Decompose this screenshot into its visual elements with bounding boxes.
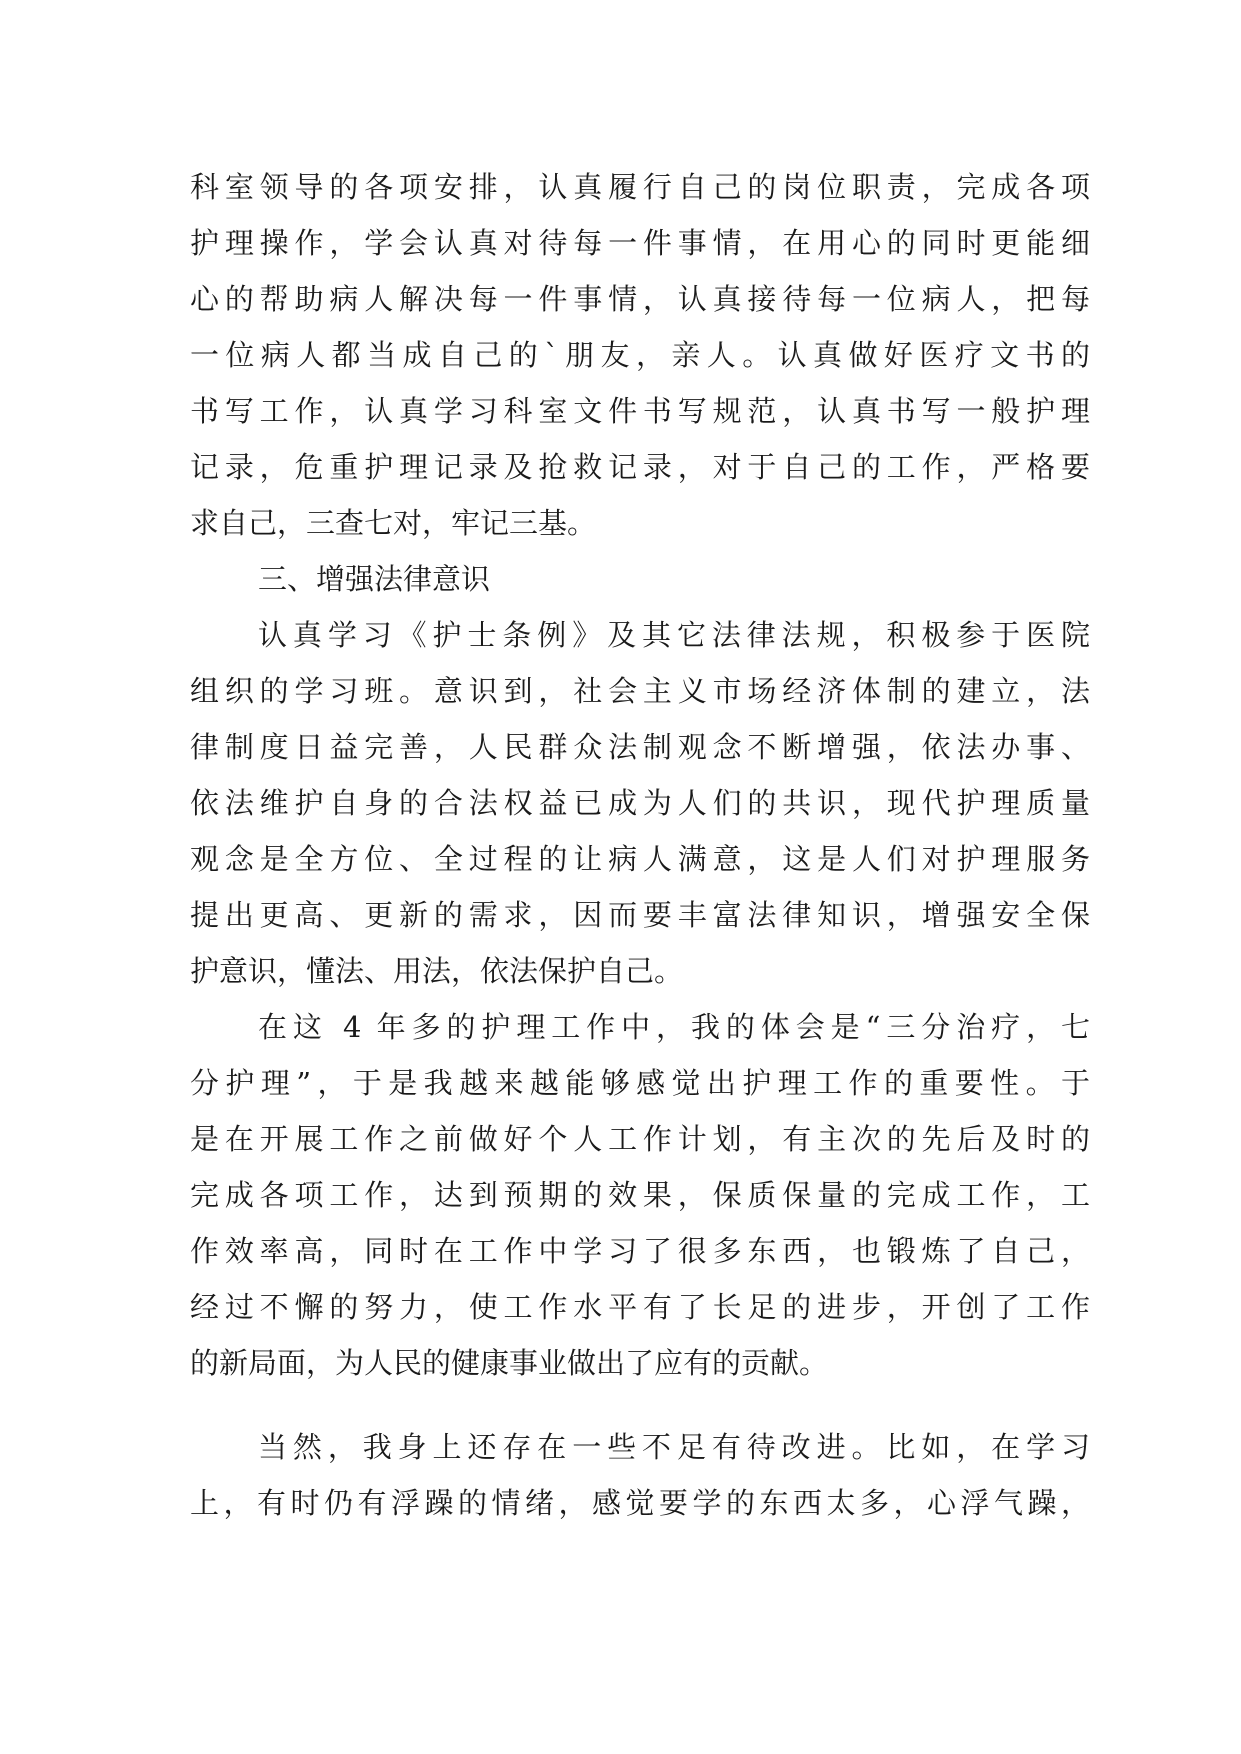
text-line: 完成各项工作，达到预期的效果，保质保量的完成工作，工	[190, 1178, 1090, 1212]
text-line: 观念是全方位、全过程的让病人满意，这是人们对护理服务	[190, 842, 1090, 876]
text-line: 上，有时仍有浮躁的情绪，感觉要学的东西太多，心浮气躁，	[190, 1486, 1090, 1520]
section-heading: 三、增强法律意识	[258, 562, 491, 596]
text-line: 是在开展工作之前做好个人工作计划，有主次的先后及时的	[190, 1122, 1090, 1156]
text-line: 分护理”，于是我越来越能够感觉出护理工作的重要性。于	[190, 1066, 1090, 1100]
text-line: 护意识，懂法、用法，依法保护自己。	[190, 954, 684, 988]
text-line: 记录，危重护理记录及抢救记录，对于自己的工作，严格要	[190, 450, 1090, 484]
text-line: 律制度日益完善，人民群众法制观念不断增强，依法办事、	[190, 730, 1090, 764]
text-line: 经过不懈的努力，使工作水平有了长足的进步，开创了工作	[190, 1290, 1090, 1324]
text-line: 心的帮助病人解决每一件事情，认真接待每一位病人，把每	[190, 282, 1090, 316]
text-line: 作效率高，同时在工作中学习了很多东西，也锻炼了自己，	[190, 1234, 1090, 1268]
text-line: 在这 4 年多的护理工作中，我的体会是“三分治疗，七	[258, 1010, 1090, 1044]
text-line: 书写工作，认真学习科室文件书写规范，认真书写一般护理	[190, 394, 1090, 428]
text-line: 提出更高、更新的需求，因而要丰富法律知识，增强安全保	[190, 898, 1090, 932]
text-line: 护理操作，学会认真对待每一件事情，在用心的同时更能细	[190, 226, 1090, 260]
text-line: 科室领导的各项安排，认真履行自己的岗位职责，完成各项	[190, 170, 1090, 204]
text-line: 组织的学习班。意识到，社会主义市场经济体制的建立，法	[190, 674, 1090, 708]
text-line: 求自己，三查七对，牢记三基。	[190, 506, 597, 540]
text-line: 当然，我身上还存在一些不足有待改进。比如，在学习	[258, 1430, 1090, 1464]
text-line: 依法维护自身的合法权益已成为人们的共识，现代护理质量	[190, 786, 1090, 820]
text-line: 认真学习《护士条例》及其它法律法规，积极参于医院	[258, 618, 1090, 652]
text-line: 一位病人都当成自己的`朋友，亲人。认真做好医疗文书的	[190, 338, 1090, 372]
text-line: 的新局面，为人民的健康事业做出了应有的贡献。	[190, 1346, 829, 1380]
